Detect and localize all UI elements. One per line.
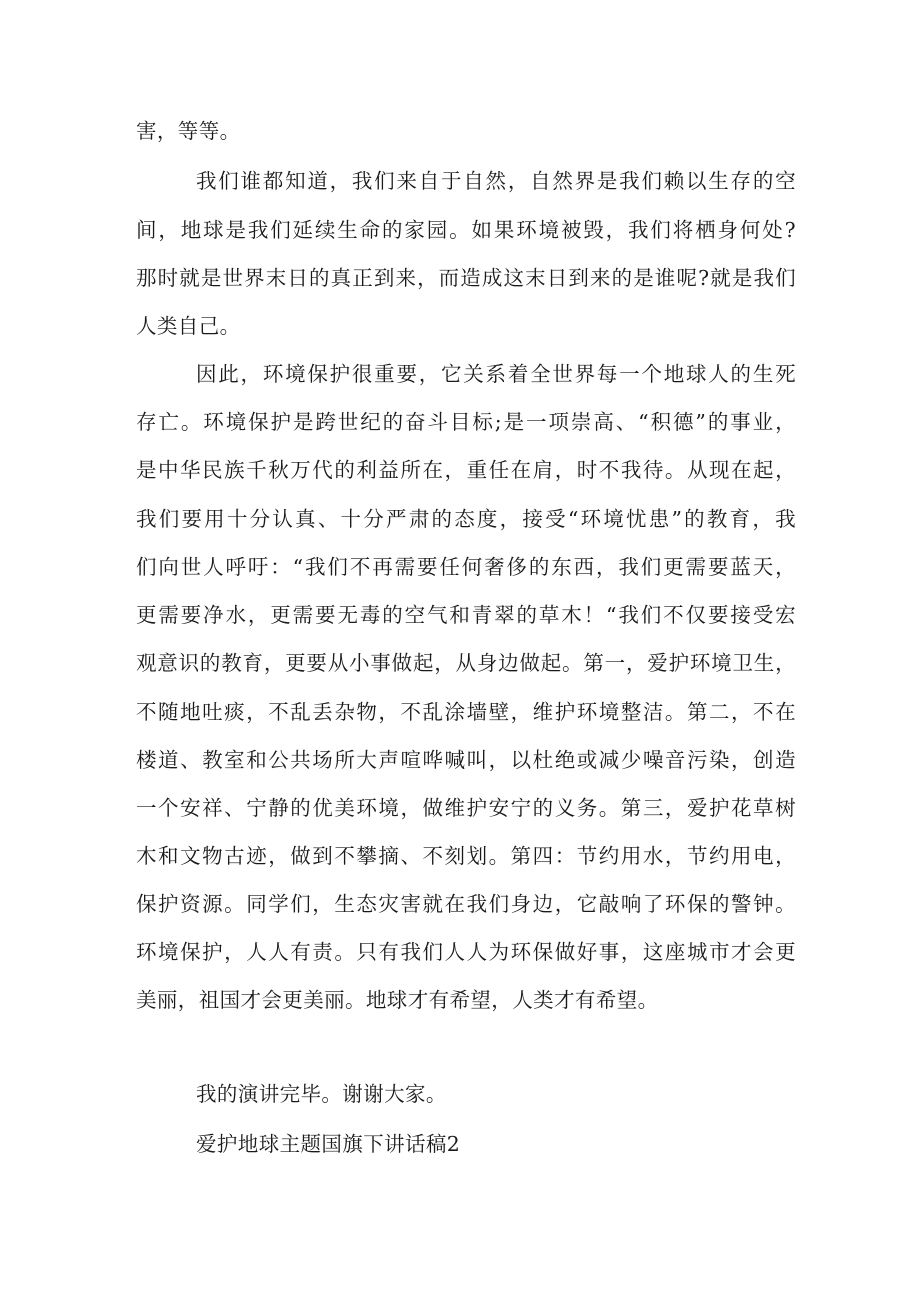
paragraph-3-line-11: 木和文物古迹，做到不攀摘、不刻划。第四：节约用水，节约用电，	[136, 844, 796, 868]
paragraph-2-line-1: 我们谁都知道，我们来自于自然，自然界是我们赖以生存的空	[196, 169, 796, 193]
paragraph-2-line-3: 那时就是世界末日的真正到来，而造成这末日到来的是谁呢?就是我们	[136, 266, 796, 290]
paragraph-3-line-10: 一个安祥、宁静的优美环境，做维护安宁的义务。第三，爱护花草树	[136, 796, 796, 820]
closing-line: 我的演讲完毕。谢谢大家。	[196, 1082, 447, 1106]
paragraph-3-line-2: 存亡。环境保护是跨世纪的奋斗目标;是一项崇高、“积德”的事业，	[136, 410, 796, 434]
paragraph-3-line-12: 保护资源。同学们，生态灾害就在我们身边，它敲响了环保的警钟。	[136, 892, 796, 916]
next-speech-title: 爱护地球主题国旗下讲话稿2	[196, 1132, 461, 1156]
paragraph-2-line-4: 人类自己。	[136, 314, 241, 338]
paragraph-3-line-4: 我们要用十分认真、十分严肃的态度，接受“环境忧患”的教育，我	[136, 507, 796, 531]
paragraph-3-line-14: 美丽，祖国才会更美丽。地球才有希望，人类才有希望。	[136, 988, 659, 1012]
paragraph-3-line-9: 楼道、教室和公共场所大声喧哗喊叫，以杜绝或减少噪音污染，创造	[136, 748, 796, 772]
paragraph-3-line-7: 观意识的教育，更要从小事做起，从身边做起。第一，爱护环境卫生，	[136, 651, 796, 675]
paragraph-1-line-1: 害，等等。	[136, 119, 241, 143]
paragraph-3-line-6: 更需要净水，更需要无毒的空气和青翠的草木！“我们不仅要接受宏	[136, 603, 796, 627]
paragraph-3-line-3: 是中华民族千秋万代的利益所在，重任在肩，时不我待。从现在起，	[136, 458, 796, 482]
paragraph-3-line-5: 们向世人呼吁：“我们不再需要任何奢侈的东西，我们更需要蓝天，	[136, 555, 796, 579]
paragraph-2-line-2: 间，地球是我们延续生命的家园。如果环境被毁，我们将栖身何处?	[136, 218, 796, 242]
paragraph-3-line-8: 不随地吐痰，不乱丢杂物，不乱涂墙壁，维护环境整洁。第二，不在	[136, 700, 796, 724]
paragraph-3-line-13: 环境保护，人人有责。只有我们人人为环保做好事，这座城市才会更	[136, 940, 796, 964]
paragraph-3-line-1: 因此，环境保护很重要，它关系着全世界每一个地球人的生死	[196, 362, 796, 386]
